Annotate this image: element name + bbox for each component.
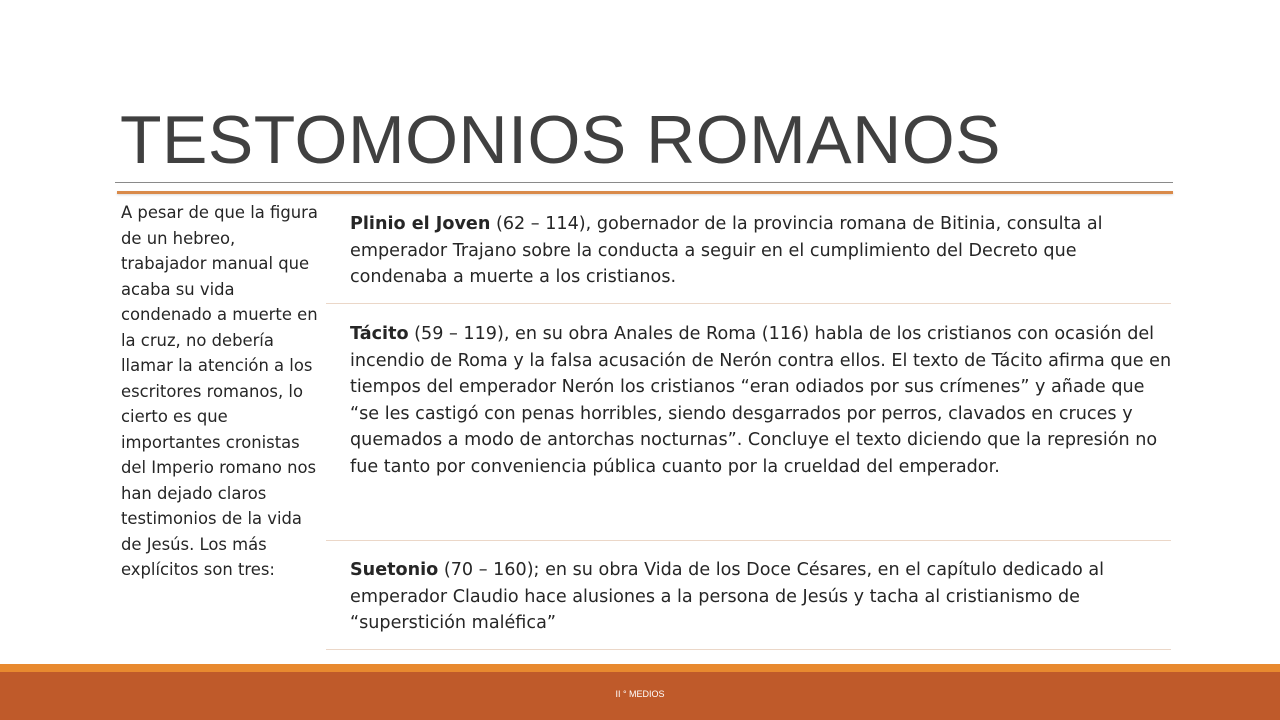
title-divider bbox=[115, 182, 1173, 183]
footer-accent-line bbox=[0, 664, 1280, 672]
title-accent-bar bbox=[117, 191, 1173, 194]
entry-suetonio bbox=[350, 557, 1175, 637]
entry-name: Plinio el Joven bbox=[350, 214, 491, 234]
entry-separator bbox=[326, 649, 1171, 650]
footer-label: II ° MEDIOS bbox=[615, 689, 665, 699]
entry-text: (59 – 119), en su obra Anales de Roma (116) habla de los cristianos con ocasión del incendio de Roma y la falsa acusación de Nerón contra ellos. El texto de Tácito afirma que en tiempos del emperador Nerón los cristianos “eran odiados por sus crímenes” y añade que “se les castigó con penas horribles, siendo desgarrados por perros, clavados en cruces y quemados a modo de antorchas nocturnas”. Concluye el texto diciendo que la represión no fue tanto por conveniencia pública cuanto por la crueldad del emperador. bbox=[350, 324, 1172, 477]
intro-text: A pesar de que la figura de un hebreo, trabajador manual que acaba su vida condenado a muerte en la cruz, no debería llamar la atención a los escritores romanos, lo cierto es que importantes cronistas del Imperio romano nos han dejado claros testimonios de la vida de Jesús. Los más explícitos son tres: bbox=[121, 203, 318, 579]
entry-separator bbox=[326, 303, 1171, 304]
entry-plinio bbox=[350, 211, 1175, 291]
entry-separator bbox=[326, 540, 1171, 541]
entry-tacito bbox=[350, 321, 1175, 480]
entry-text: (70 – 160); en su obra Vida de los Doce Césares, en el capítulo dedicado al emperador Claudio hace alusiones a la persona de Jesús y tacha al cristianismo de “superstición maléfica” bbox=[350, 560, 1105, 633]
entry-name: Suetonio bbox=[350, 560, 439, 580]
entry-name: Tácito bbox=[350, 324, 409, 344]
entry-text: (62 – 114), gobernador de la provincia romana de Bitinia, consulta al emperador Trajano sobre la conducta a seguir en el cumplimiento del Decreto que condenaba a muerte a los cristianos. bbox=[350, 214, 1103, 287]
slide-title: TESTOMONIOS ROMANOS bbox=[120, 102, 1001, 178]
